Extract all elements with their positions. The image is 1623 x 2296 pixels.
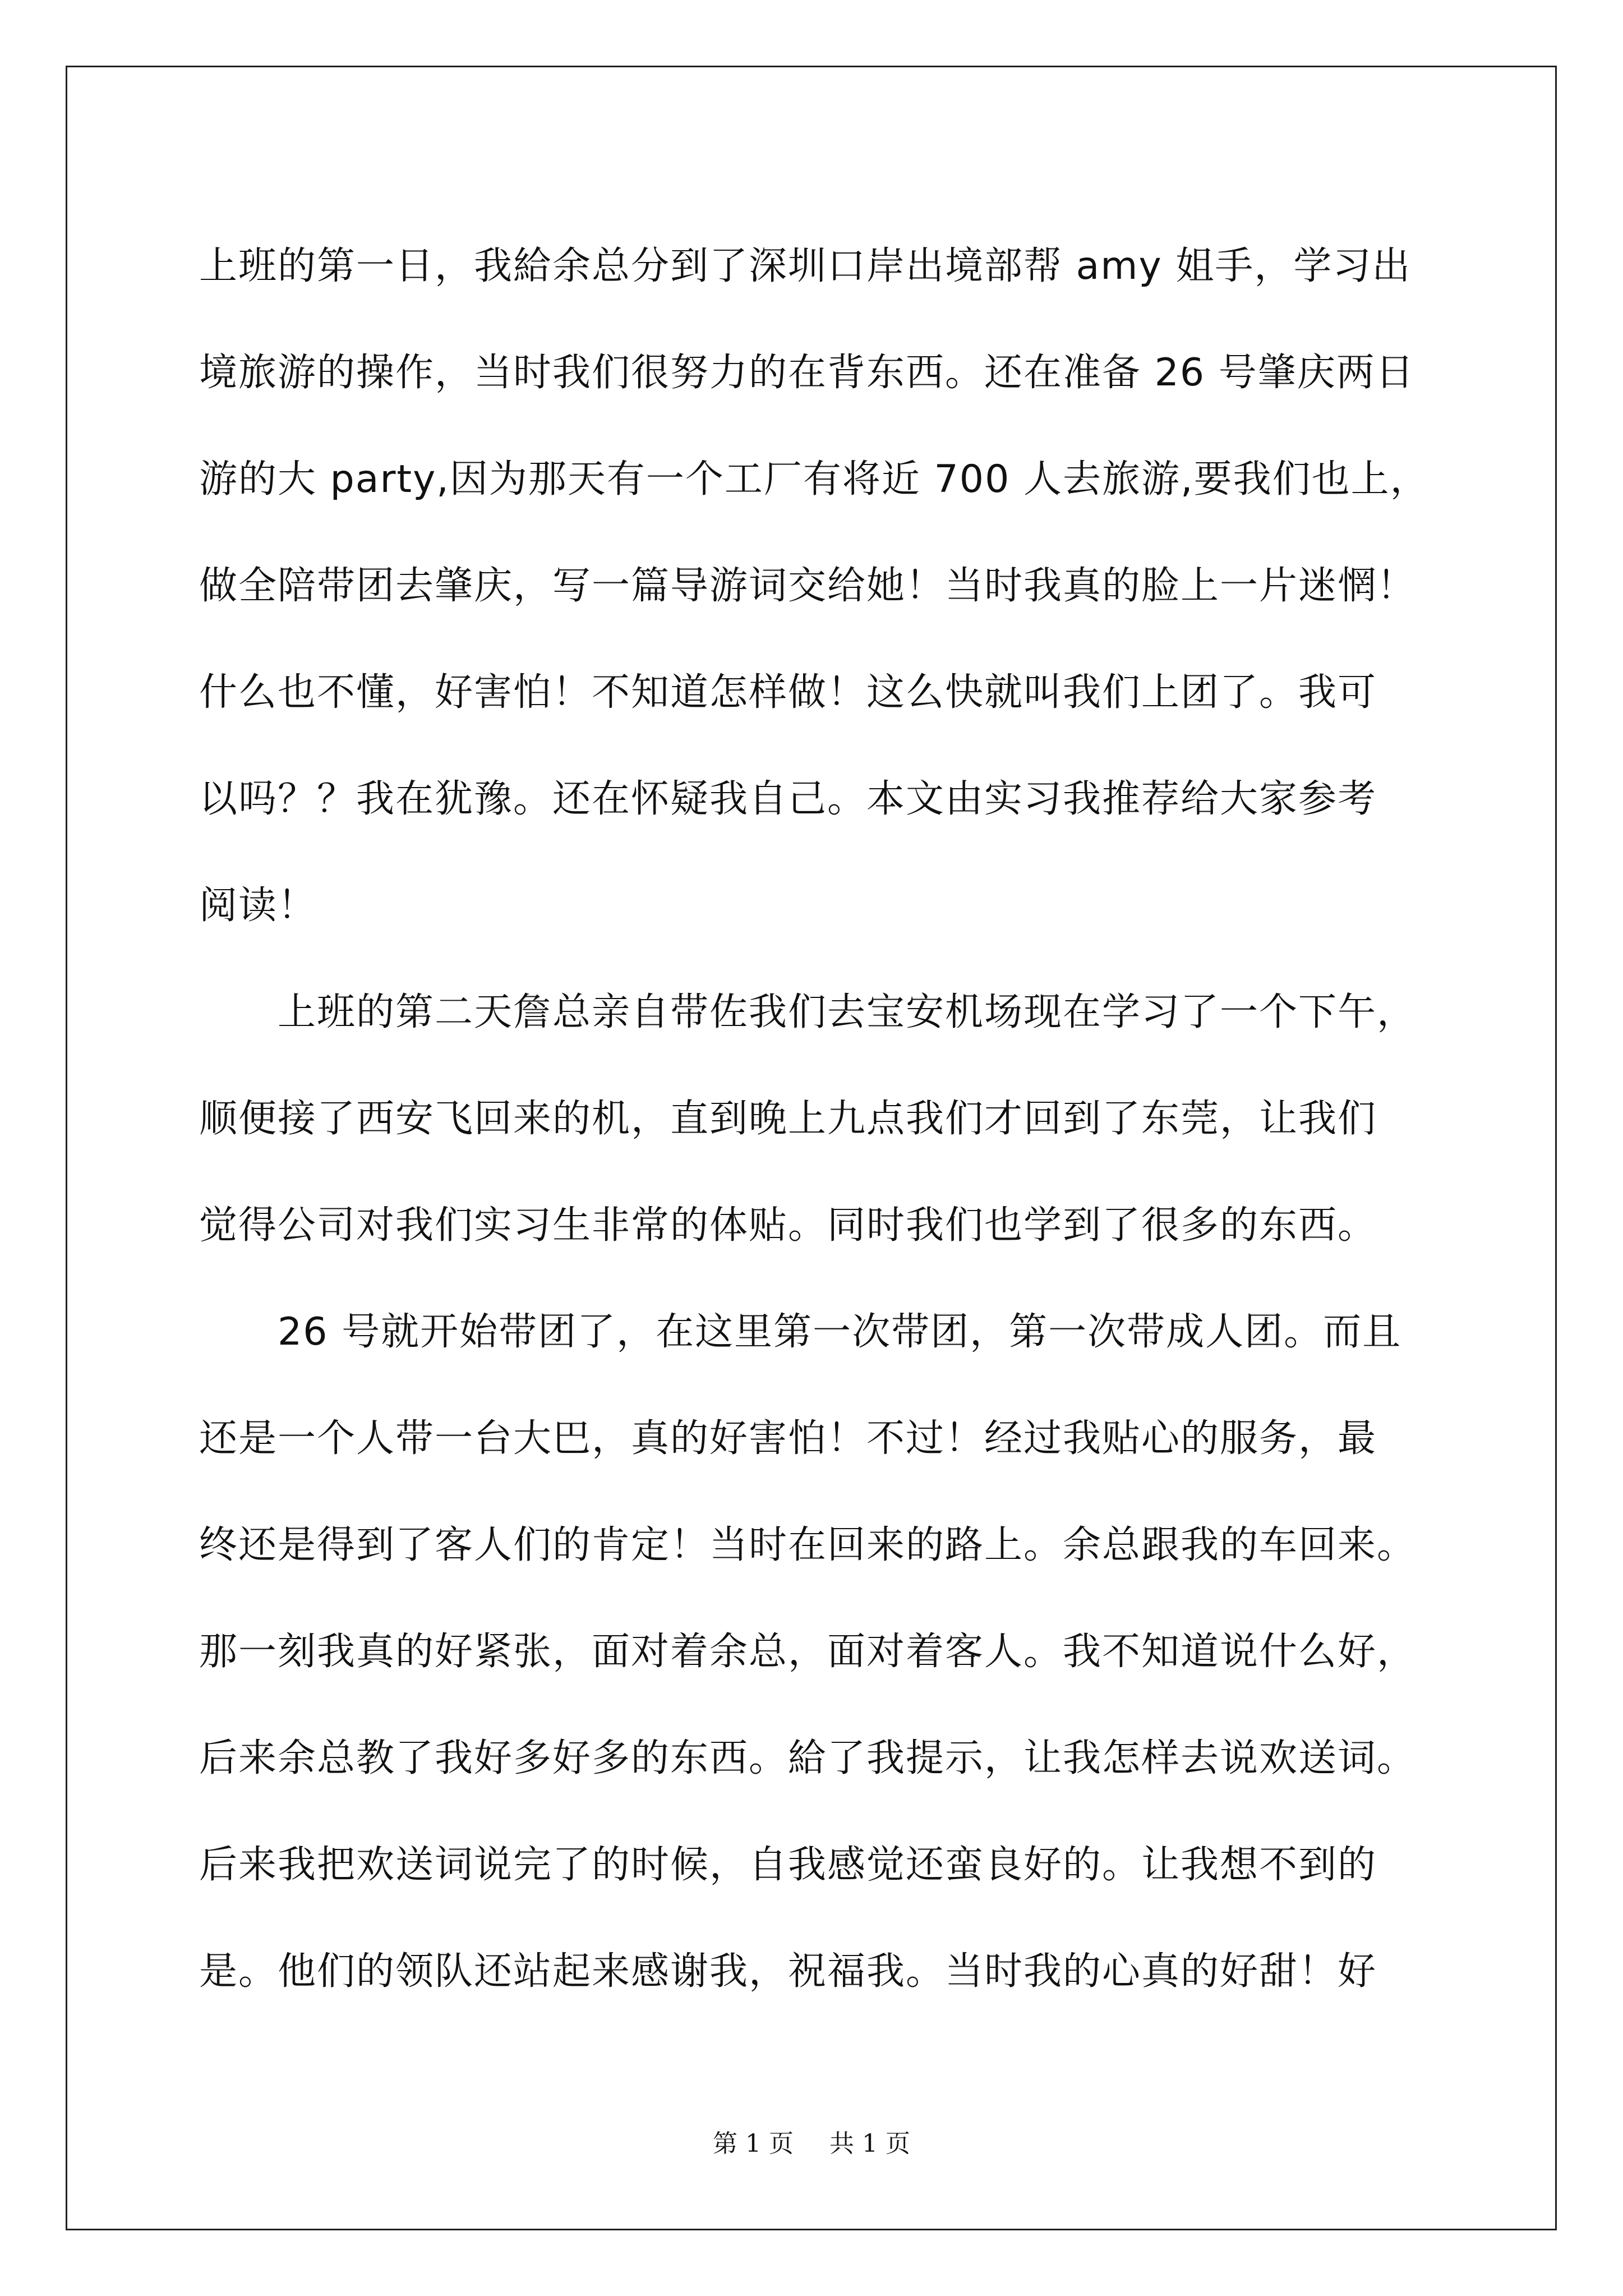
text-line: 终还是得到了客人们的肯定！当时在回来的路上。余总跟我的车回来。 (199, 1523, 1417, 1567)
text-line: 什么也不懂，好害怕！不知道怎样做！这么快就叫我们上团了。我可 (199, 670, 1377, 715)
text-line: 26 号就开始带团了，在这里第一次带团，第一次带成人团。而且 (278, 1310, 1402, 1354)
text-line: 是。他们的领队还站起来感谢我，祝福我。当时我的心真的好甜！好 (199, 1949, 1377, 1994)
text-line: 上班的第一日，我給余总分到了深圳口岸出境部帮 amy 姐手，学习出 (199, 244, 1412, 288)
page-number: 第 1 页 (713, 2129, 794, 2158)
text-line: 以吗？？我在犹豫。还在怀疑我自己。本文由实习我推荐给大家参考 (199, 777, 1377, 821)
paragraph-1 (199, 213, 1433, 959)
text-line: 游的大 party,因为那天有一个工厂有将近 700 人去旅游,要我们也上， (199, 457, 1430, 501)
text-line: 那一刻我真的好紧张，面对着余总，面对着客人。我不知道说什么好， (199, 1630, 1417, 1674)
text-line: 做全陪带团去肇庆，写一篇导游词交给她！当时我真的脸上一片迷惘！ (199, 564, 1417, 608)
page-footer (0, 2123, 1623, 2159)
text-line: 还是一个人带一台大巴，真的好害怕！不过！经过我贴心的服务，最 (199, 1416, 1377, 1461)
page-total: 共 1 页 (829, 2129, 910, 2158)
text-line: 后来我把欢送词说完了的时候，自我感觉还蛮良好的。让我想不到的 (199, 1843, 1377, 1887)
text-line: 后来余总教了我好多好多的东西。給了我提示，让我怎样去说欢送词。 (199, 1736, 1417, 1780)
text-line: 顺便接了西安飞回来的机，直到晚上九点我们才回到了东莞，让我们 (199, 1097, 1377, 1141)
paragraph-2 (199, 959, 1433, 1279)
paragraph-3 (199, 1279, 1433, 2025)
text-line: 上班的第二天詹总亲自带佐我们去宝安机场现在学习了一个下午， (278, 990, 1417, 1034)
text-line: 境旅游的操作，当时我们很努力的在背东西。还在准备 26 号肇庆两日 (199, 351, 1415, 395)
text-line: 觉得公司对我们实习生非常的体贴。同时我们也学到了很多的东西。 (199, 1203, 1377, 1248)
document-body (199, 213, 1433, 2025)
text-line: 阅读！ (199, 884, 317, 928)
